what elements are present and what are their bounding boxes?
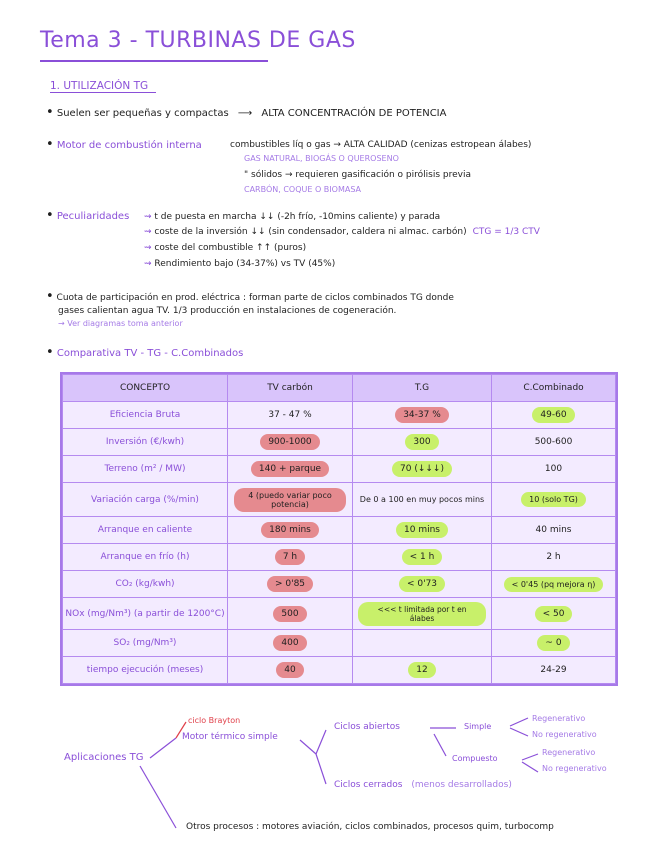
peculiar-line-4: ⇝ Rendimiento bajo (34-37%) vs TV (45%) [144, 259, 336, 269]
bullet-dot: • [46, 345, 54, 360]
bullet-dot: • [46, 105, 54, 120]
cuota-line-1: • Cuota de participación en prod. eléctrica : forman parte de ciclos combinados TG donde [46, 289, 454, 304]
table-row [63, 402, 616, 429]
row-tg: < 0'73 [399, 576, 445, 592]
tree-noregen-2: No regenerativo [542, 764, 607, 773]
row-concept: Eficiencia Bruta [63, 402, 228, 429]
row-tg: 12 [408, 662, 435, 678]
row-cc: ~ 0 [537, 635, 569, 651]
row-tv: 400 [273, 635, 306, 651]
table-row [63, 630, 616, 657]
row-cc: 49-60 [532, 407, 574, 423]
row-cc: 10 (solo TG) [521, 492, 586, 507]
cerrados-note: (menos desarrollados) [411, 780, 512, 790]
row-concept: SO₂ (mg/Nm³) [63, 630, 228, 657]
tree-otros: Otros procesos : motores aviación, ciclos combinados, procesos quim, turbocomp [186, 822, 554, 832]
header-cc: C.Combinado [492, 375, 616, 402]
row-tg: 300 [405, 434, 438, 450]
tree-regen-2: Regenerativo [542, 748, 596, 757]
row-cc: < 0'45 (pq mejora η) [504, 577, 604, 592]
section-underline [50, 92, 156, 93]
row-concept: Arranque en caliente [63, 517, 228, 544]
row-concept: CO₂ (kg/kwh) [63, 571, 228, 598]
motor-label: Motor de combustión interna [56, 140, 202, 151]
bullet-motor [46, 137, 202, 152]
bullet-size [46, 105, 447, 120]
table-row [63, 544, 616, 571]
cuota-line-3: → Ver diagramas toma anterior [58, 319, 183, 328]
peculiar-line-3: ⇝ coste del combustible ↑↑ (puros) [144, 243, 307, 253]
header-concepto: CONCEPTO [63, 375, 228, 402]
motor-line-2b: CARBÓN, COQUE O BIOMASA [244, 185, 362, 194]
comparison-table [60, 372, 618, 686]
header-tg: T.G [353, 375, 492, 402]
bullet-peculiar [46, 208, 130, 223]
row-tv: 40 [276, 662, 303, 678]
cuota-line-2: gases calientan agua TV. 1/3 producción en instalaciones de cogeneración. [58, 306, 397, 316]
bullet-dot: • [46, 137, 54, 152]
row-tv: 900-1000 [260, 434, 319, 450]
row-tv: 500 [273, 606, 306, 622]
title-underline [40, 60, 268, 62]
table-header-row [63, 375, 616, 402]
arrow-icon: ⟶ [237, 108, 253, 119]
page-title: Tema 3 - TURBINAS DE GAS [40, 28, 356, 53]
table-row [63, 483, 616, 517]
motor-line-1: combustibles líq o gas → ALTA CALIDAD (cenizas estropean álabes) [230, 140, 532, 150]
row-tv: > 0'85 [267, 576, 313, 592]
motor-line-2: " sólidos → requieren gasificación o pirólisis previa [244, 170, 471, 180]
row-cc: 500-600 [492, 429, 616, 456]
row-tv: 140 + parque [251, 461, 329, 477]
peculiar-line-2: ⇝ coste de la inversión ↓↓ (sin condensador, caldera ni almac. carbón) CTG = 1/3 CTV [144, 227, 540, 237]
row-tg: < 1 h [402, 549, 443, 565]
size-text: Suelen ser pequeñas y compactas [56, 108, 229, 119]
motor-line-1b: GAS NATURAL, BIOGÁS O QUEROSENO [244, 154, 399, 163]
row-concept: Variación carga (%/min) [63, 483, 228, 517]
row-cc: 2 h [492, 544, 616, 571]
table-row [63, 456, 616, 483]
row-concept: Arranque en frío (h) [63, 544, 228, 571]
row-concept: tiempo ejecución (meses) [63, 657, 228, 684]
bullet-comparativa: • Comparativa TV - TG - C.Combinados [46, 345, 244, 360]
row-cc: 24-29 [492, 657, 616, 684]
row-tg: <<< t limitada por t en álabes [358, 602, 486, 626]
tree-simple: Simple [464, 722, 492, 731]
section-heading: 1. UTILIZACIÓN TG [50, 80, 149, 92]
row-tv: 37 - 47 % [228, 402, 353, 429]
row-tg: De 0 a 100 en muy pocos mins [353, 483, 492, 517]
row-tv: 7 h [275, 549, 305, 565]
tree-compuesto: Compuesto [452, 754, 498, 763]
tree-root: Aplicaciones TG [64, 752, 144, 763]
table-row [63, 657, 616, 684]
table-row [63, 571, 616, 598]
row-tg: 70 (↓↓↓) [392, 461, 452, 477]
row-tv: 180 mins [261, 522, 319, 538]
tree-cerrados: Ciclos cerrados (menos desarrollados) [334, 780, 512, 790]
row-tg: 34-37 % [395, 407, 449, 423]
tree-regen-1: Regenerativo [532, 714, 586, 723]
row-concept: Inversión (€/kwh) [63, 429, 228, 456]
peculiar-label: Peculiaridades [56, 211, 130, 222]
row-tg: 10 mins [396, 522, 448, 538]
row-cc: 40 mins [492, 517, 616, 544]
row-cc: < 50 [535, 606, 573, 622]
row-cc: 100 [492, 456, 616, 483]
row-tv: 4 (puedo variar poco potencia) [234, 488, 346, 512]
size-result: ALTA CONCENTRACIÓN DE POTENCIA [261, 108, 447, 119]
tree-brayton: ciclo Brayton [188, 716, 241, 725]
row-concept: NOx (mg/Nm³) (a partir de 1200°C) [63, 598, 228, 630]
table-row [63, 517, 616, 544]
table-row [63, 429, 616, 456]
tree-abiertos: Ciclos abiertos [334, 722, 400, 732]
header-tv: TV carbón [228, 375, 353, 402]
row-tg [353, 630, 492, 657]
table-row [63, 598, 616, 630]
cost-note: CTG = 1/3 CTV [472, 227, 540, 237]
row-concept: Terreno (m² / MW) [63, 456, 228, 483]
tree-motor: Motor térmico simple [182, 732, 278, 742]
bullet-dot: • [46, 289, 54, 304]
bullet-dot: • [46, 208, 54, 223]
peculiar-line-1: ⇝ t de puesta en marcha ↓↓ (-2h frío, -10mins caliente) y parada [144, 212, 441, 222]
tree-noregen-1: No regenerativo [532, 730, 597, 739]
